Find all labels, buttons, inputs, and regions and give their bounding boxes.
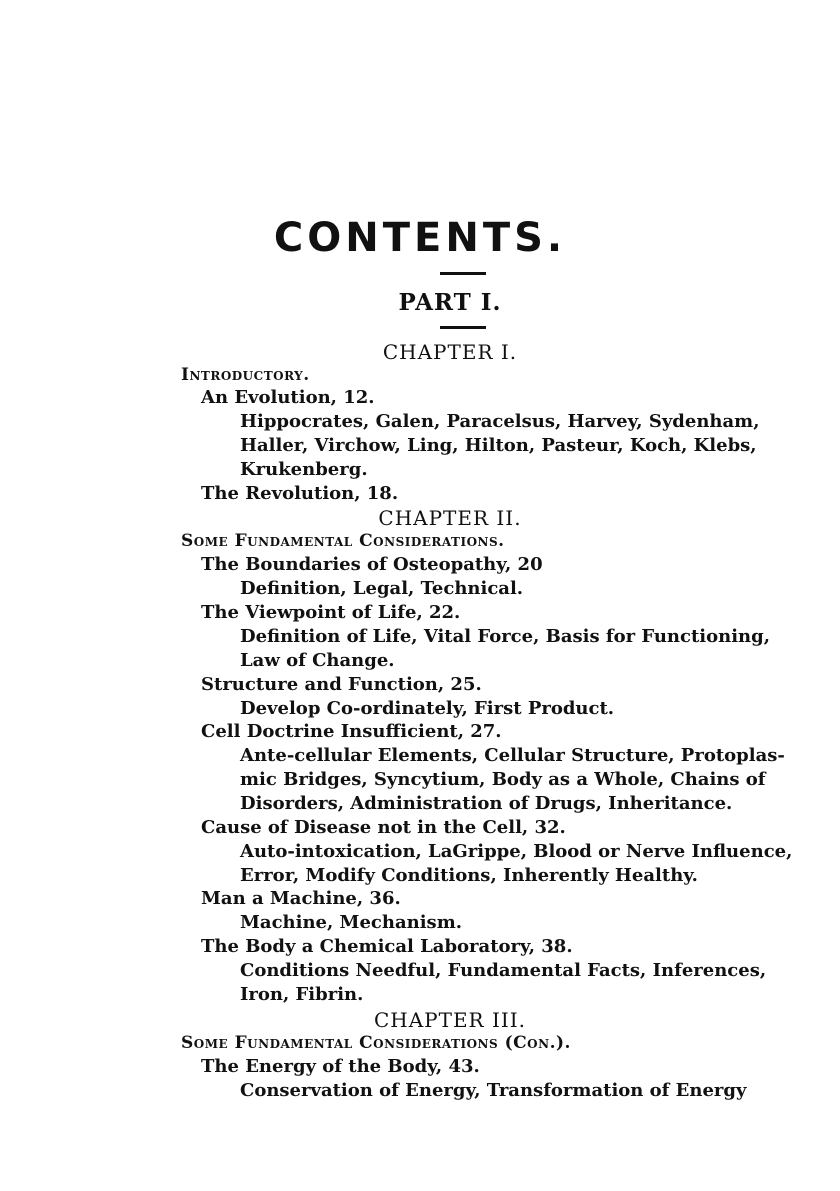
toc-subentry: Iron, Fibrin. [240,984,364,1005]
section-heading: Some Fundamental Considerations. [181,531,505,551]
toc-subentry: Definition, Legal, Technical. [240,578,524,599]
section-heading: Introductory. [181,365,310,385]
toc-entry: The Boundaries of Osteopathy, 20 [201,554,543,575]
toc-subentry: mic Bridges, Syncytium, Body as a Whole, Chains of [240,769,766,790]
divider-rule [440,272,486,275]
toc-subentry: Law of Change. [240,650,395,671]
section-heading: Some Fundamental Considerations (Con.). [181,1033,571,1053]
toc-subentry: Error, Modify Conditions, Inherently Healthy. [240,865,698,886]
toc-entry: The Energy of the Body, 43. [201,1056,480,1077]
toc-subentry: Conditions Needful, Fundamental Facts, Inferences, [240,960,767,981]
chapter-heading: CHAPTER II. [378,506,522,530]
divider-rule [440,326,486,329]
toc-subentry: Hippocrates, Galen, Paracelsus, Harvey, Sydenham, [240,411,760,432]
toc-subentry: Machine, Mechanism. [240,912,463,933]
toc-subentry: Auto-intoxication, LaGrippe, Blood or Nerve Influence, [240,841,793,862]
toc-subentry: Ante-cellular Elements, Cellular Structure, Protoplas- [240,745,785,766]
toc-entry: The Body a Chemical Laboratory, 38. [201,936,573,957]
toc-entry: Man a Machine, 36. [201,888,401,909]
toc-entry: Cause of Disease not in the Cell, 32. [201,817,566,838]
toc-entry: An Evolution, 12. [201,387,375,408]
toc-subentry: Develop Co-ordinately, First Product. [240,698,615,719]
chapter-heading: CHAPTER III. [373,1008,527,1032]
toc-entry: Cell Doctrine Insufficient, 27. [201,721,502,742]
chapter-heading: CHAPTER I. [382,340,518,364]
toc-entry: The Revolution, 18. [201,483,399,504]
toc-subentry: Definition of Life, Vital Force, Basis for Functioning, [240,626,770,647]
toc-entry: The Viewpoint of Life, 22. [201,602,461,623]
toc-subentry: Krukenberg. [240,459,368,480]
toc-subentry: Haller, Virchow, Ling, Hilton, Pasteur, Koch, Klebs, [240,435,757,456]
toc-subentry: Disorders, Administration of Drugs, Inheritance. [240,793,733,814]
toc-entry: Structure and Function, 25. [201,674,482,695]
toc-subentry: Conservation of Energy, Transformation of Energy [240,1080,747,1101]
page-title: CONTENTS. [273,215,567,261]
part-heading: PART I. [398,289,502,316]
